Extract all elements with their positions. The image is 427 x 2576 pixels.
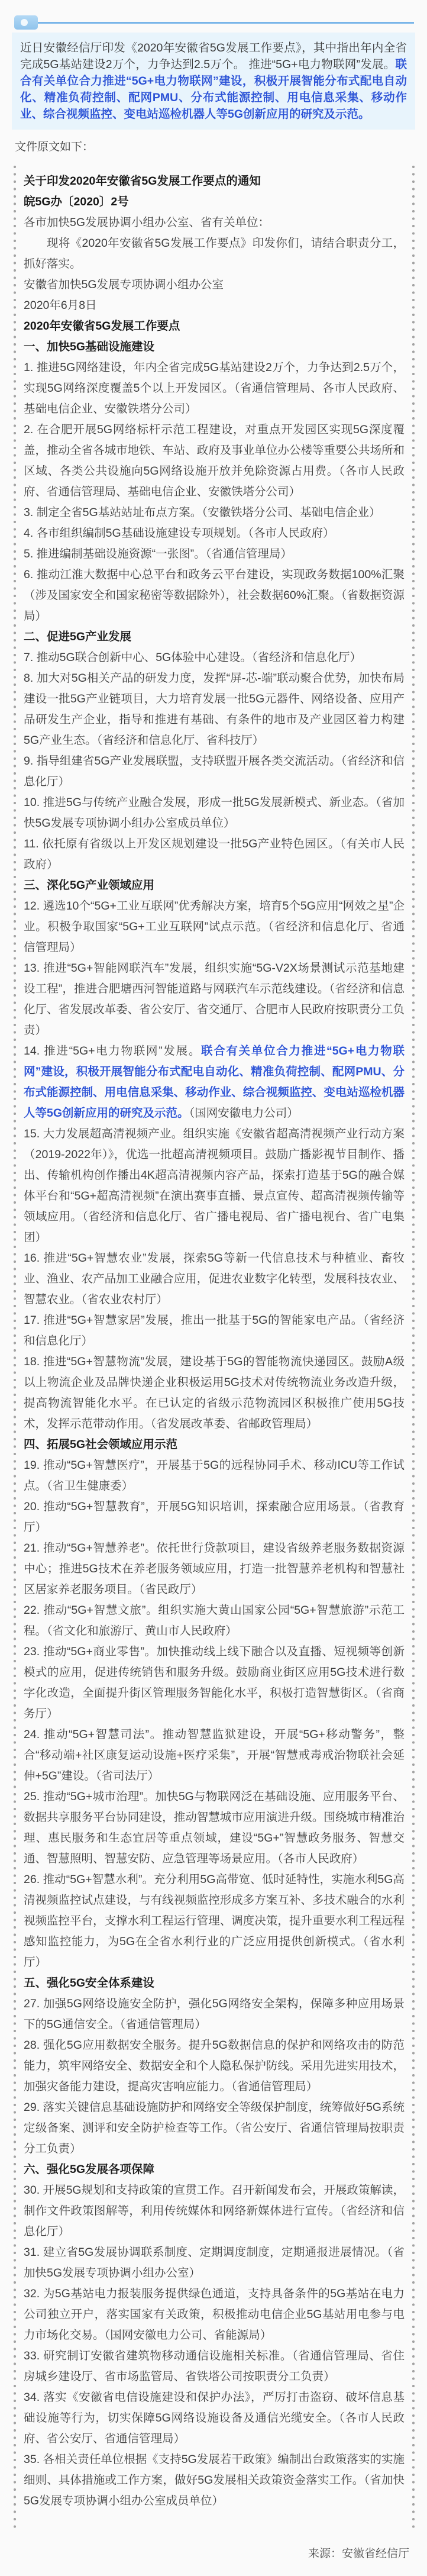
work-item-21: 21. 推动“5G+智慧养老”。依托世行贷款项目，建设省级养老服务数据资源中心；推进5G技术在养老服务领域应用，打造一批智慧养老机构和智慧社区居家养老服务项目。（省民政厅） [24, 1542, 405, 1596]
work-item-1: 1. 推进5G网络建设，年内全省完成5G基站建设2万个，力争达到2.5万个，实现5G网络深度覆盖5个以上开发园区。（省通信管理局、各市人民政府、基础电信企业、安徽铁塔分公司） [24, 361, 405, 415]
work-item-26: 26. 推动“5G+智慧水利”。充分利用5G高带宽、低时延特性，实施水利5G高清视频监控试点建设，与有线视频监控形成多方案互补、多技术融合的水利视频监控平台，支撑水利工程运行管理、调度决策，提升重要水利工程远程感知监控能力，为5G在全省水利行业的广泛应用提供创新模式。（省水利厅） [24, 1873, 405, 1969]
intro-marker-row [14, 15, 414, 30]
document-body [0, 162, 427, 2539]
work-item-27: 27. 加强5G网络设施安全防护，强化5G网络安全架构，保障多种应用场景下的5G通信安全。（省通信管理局） [24, 1997, 405, 2031]
file-note: 文件原文如下： [15, 141, 94, 153]
work-item-5: 5. 推进编制基础设施资源“一张图”。（省通信管理局） [24, 547, 292, 560]
notice-signer: 安徽省加快5G发展专项协调小组办公室 [24, 278, 224, 291]
work-item-14-highlight: 联合有关单位合力推进“5G+电力物联网”建设，积极开展智能分布式配电自动化、精准负荷控制、配网PMU、分布式能源控制、用电信息采集、移动作业、综合视频监控、变电站巡检机器人等5G创新应用的研究及示范。 [24, 1044, 405, 1120]
work-item-29: 29. 落实关键信息基础设施防护和网络安全等级保护制度，统筹做好5G系统定级备案、测评和安全防护检查等工作。（省公安厅、省通信管理局按职责分工负责） [24, 2101, 405, 2155]
work-item-33: 33. 研究制订安徽省建筑物移动通信设施相关标准。（省通信管理局、省住房城乡建设厅、省市场监管局、省铁塔公司按职责分工负责） [24, 2349, 405, 2383]
intro-text: 近日安徽经信厅印发《2020年安徽省5G发展工作要点》，其中指出年内全省完成5G基站建设2万个，力争达到2.5万个。 推进“5G+电力物联网”发展。 [20, 41, 407, 71]
work-item-19: 19. 推动“5G+智慧医疗”，开展基于5G的远程协同手术、移动ICU等工作试点。（省卫生健康委） [24, 1459, 405, 1492]
work-item-13: 13. 推进“5G+智能网联汽车”发展，组织实施“5G-V2X场景测试示范基地建设工程”，推进合肥塘西河智能道路与网联汽车示范线建设。（省经济和信息化厅、省发展改革委、省公安厅、省交通厅、合肥市人民政府按职责分工负责） [24, 962, 405, 1037]
work-item-3: 3. 制定全省5G基站站址布点方案。（安徽铁塔分公司、基础电信企业） [24, 506, 381, 519]
work-item-15: 15. 大力发展超高清视频产业。组织实施《安徽省超高清视频产业行动方案（2019-2022年）》，优选一批超高清视频项目。鼓励广播影视节目制作、播出、传输机构创作播出4K超高清视频内容产品，探索打造基于5G的融合媒体平台和“5G+超高清视频”在演出赛事直播、景点宣传、超高清视频传输等领域应用。（省经济和信息化厅、省广播电视局、省广播电视台、省广电集团） [24, 1127, 405, 1244]
work-item-14-prefix: 14. 推进“5G+电力物联网”发展。 [24, 1044, 202, 1058]
section-heading-3: 三、深化5G产业领域应用 [24, 879, 155, 892]
notice-date: 2020年6月8日 [24, 299, 97, 312]
dotted-border-left [13, 165, 17, 2530]
work-item-4: 4. 各市组织编制5G基础设施建设专项规划。（各市人民政府） [24, 527, 335, 540]
notice-body: 现将《2020年安徽省5G发展工作要点》印发你们，请结合职责分工，抓好落实。 [24, 237, 405, 270]
work-item-17: 17. 推进“5G+智慧家居”发展，推出一批基于5G的智能家电产品。（省经济和信息化厅） [24, 1314, 405, 1347]
section-heading-1: 一、加快5G基础设施建设 [24, 340, 155, 353]
notice-salutation: 各市加快5G发展协调小组办公室、省有关单位： [24, 216, 270, 229]
section-heading-4: 四、拓展5G社会领域应用示范 [24, 1438, 178, 1451]
source-attribution: 来源：安徽省经信厅 [308, 2548, 409, 2560]
badge-dot-icon [21, 19, 28, 26]
work-item-23: 23. 推动“5G+商业零售”。加快推动线上线下融合以及直播、短视频等创新模式的应用，促进传统销售和服务升级。鼓励商业街区应用5G技术进行数字化改造，全面提升街区管理服务智能化水平，积极打造智慧街区。（省商务厅） [24, 1645, 405, 1720]
work-item-7: 7. 推动5G联合创新中心、5G体验中心建设。（省经济和信息化厅） [24, 651, 361, 664]
notice-doc-number: 皖5G办〔2020〕2号 [24, 195, 129, 208]
document-title: 2020年安徽省5G发展工作要点 [24, 320, 180, 333]
work-item-6: 6. 推动江淮大数据中心总平台和政务云平台建设，实现政务数据100%汇聚（涉及国家安全和国家秘密等数据除外），社会数据60%汇聚。（省数据资源局） [24, 568, 405, 623]
work-item-32: 32. 为5G基站电力报装服务提供绿色通道，支持具备条件的5G基站在电力公司独立开户，落实国家有关政策，积极推动电信企业5G基站用电参与电力市场化交易。（国网安徽电力公司、省能源局） [24, 2287, 405, 2342]
work-item-16: 16. 推进“5G+智慧农业”发展，探索5G等新一代信息技术与种植业、畜牧业、渔业、农产品加工业融合应用，促进农业数字化转型，发展科技农业、智慧农业。（省农业农村厅） [24, 1252, 405, 1306]
work-item-8: 8. 加大对5G相关产品的研发力度，发挥“屏-芯-端”联动聚合优势，加快布局建设一批5G产业链项目，大力培育发展一批5G元器件、网络设备、应用产品研发生产企业，指导和推进有基础、有条件的地市及产业园区着力构建5G产业生态。（省经济和信息化厅、省科技厅） [24, 672, 405, 747]
work-item-9: 9. 指导组建省5G产业发展联盟，支持联盟开展各类交流活动。（省经济和信息化厅） [24, 755, 405, 788]
work-item-22: 22. 推动“5G+智慧文旅”。组织实施大黄山国家公园“5G+智慧旅游”示范工程。（省文化和旅游厅、黄山市人民政府） [24, 1604, 405, 1637]
work-item-30: 30. 开展5G规划和支持政策的宣贯工作。召开新闻发布会，开展政策解读，制作文件政策图解等，利用传统媒体和网络新媒体进行宣传。（省经济和信息化厅） [24, 2184, 405, 2238]
work-item-11: 11. 依托原有省级以上开发区规划建设一批5G产业特色园区。（有关市人民政府） [24, 837, 405, 871]
work-item-14 [24, 1041, 405, 1124]
section-heading-5: 五、强化5G安全体系建设 [24, 1977, 155, 1990]
section-heading-2: 二、促进5G产业发展 [24, 630, 132, 643]
notice-title: 关于印发2020年安徽省5G发展工作要点的通知 [24, 175, 261, 188]
work-item-20: 20. 推动“5G+智慧教育”，开展5G知识培训，探索融合应用场景。（省教育厅） [24, 1500, 405, 1534]
dotted-border-right [412, 165, 415, 2530]
divider-line [38, 22, 414, 24]
work-item-18: 18. 推进“5G+智慧物流”发展，建设基于5G的智能物流快递园区。鼓励A级以上物流企业及品牌快递企业积极运用5G技术对传统物流业务改造升级，提高物流智能化水平。在已认定的省级示范物流园区积极推广使用5G技术，发挥示范带动作用。（省发展改革委、省邮政管理局） [24, 1355, 405, 1430]
intro-highlight-text: 联合有关单位合力推进“5G+电力物联网”建设，积极开展智能分布式配电自动化、精准负荷控制、配网PMU、分布式能源控制、用电信息采集、移动作业、综合视频监控、变电站巡检机器人等5G创新应用的研究及示范。 [20, 58, 407, 121]
work-item-24: 24. 推动“5G+智慧司法”。推动智慧监狱建设，开展“5G+移动警务”，整合“移动端+社区康复运动设施+医疗采集”，开展“智慧戒毒戒治物联社会延伸+5G”建设。（省司法厅） [24, 1728, 405, 1782]
work-item-34: 34. 落实《安徽省电信设施建设和保护办法》，严厉打击盗窃、破坏信息基础设施等行为，切实保障5G网络设施设备及通信光缆安全。（各市人民政府、省公安厅、省通信管理局） [24, 2391, 405, 2445]
work-item-2: 2. 在合肥开展5G网络标杆示范工程建设，对重点开发园区实现5G深度覆盖，推动全省各城市地铁、车站、政府及事业单位办公楼等重要公共场所和区域、各类公共设施向5G网络设施开放并免除资源占用费。（各市人民政府、省通信管理局、基础电信企业、安徽铁塔分公司） [24, 423, 405, 498]
work-item-12: 12. 遴选10个“5G+工业互联网”优秀解决方案，培育5个5G应用“网效之星”企业。积极争取国家“5G+工业互联网”试点示范。（省经济和信息化厅、省通信管理局） [24, 899, 405, 954]
badge-icon [14, 15, 38, 30]
work-item-14-suffix: （国网安徽电力公司） [189, 1107, 299, 1120]
work-item-25: 25. 推动“5G+城市治理”。加快5G与物联网泛在基础设施、应用服务平台、数据共享服务平台协同建设，推动智慧城市应用演进升级。围绕城市精准治理、惠民服务和生态宜居等重点领域，建设“5G+”智慧政务服务、智慧交通、智慧照明、智慧安防、应急管理等场景应用。（各市人民政府） [24, 1790, 405, 1865]
work-item-10: 10. 推进5G与传统产业融合发展，形成一批5G发展新模式、新业态。（省加快5G发展专项协调小组办公室成员单位） [24, 796, 405, 830]
work-item-35: 35. 各相关责任单位根据《支持5G发展若干政策》编制出台政策落实的实施细则、具体措施或工作方案，做好5G发展相关政策资金落实工作。（省加快5G发展专项协调小组办公室成员单位） [24, 2453, 405, 2507]
section-heading-6: 六、强化5G发展各项保障 [24, 2163, 155, 2176]
work-item-31: 31. 建立省5G发展协调联系制度、定期调度制度，定期通报进展情况。（省加快5G发展专项协调小组办公室） [24, 2246, 405, 2280]
intro-summary-box [12, 33, 415, 130]
work-item-28: 28. 强化5G应用数据安全服务。提升5G数据信息的保护和网络攻击的防范能力，筑牢网络安全、数据安全和个人隐私保护防线。采用先进实用技术，加强灾备能力建设，提高灾害响应能力。（省通信管理局） [24, 2039, 405, 2093]
